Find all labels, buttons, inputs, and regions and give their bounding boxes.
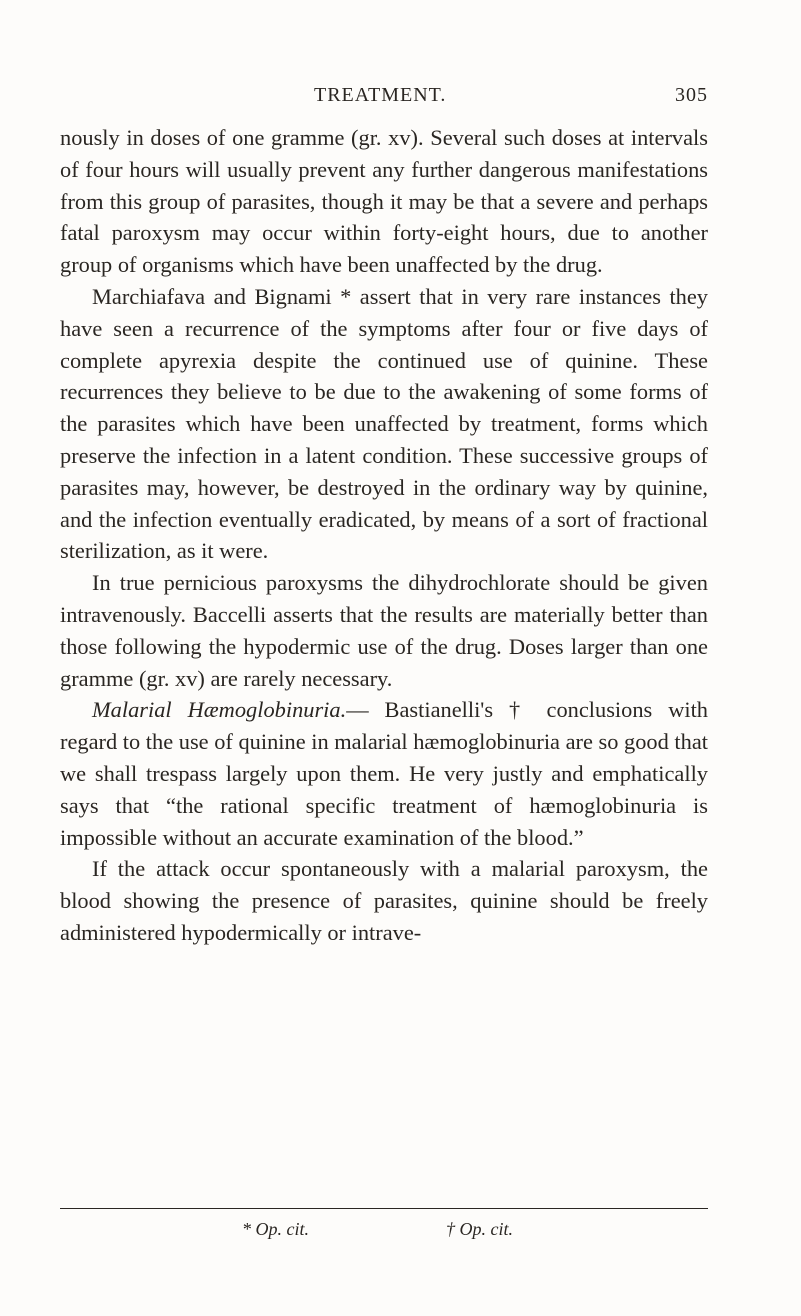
paragraph-marchiafava: Marchiafava and Bignami * assert that in very rare instances they have seen a recurrence of the symptoms after four or five days of complete apyrexia despite the continued use of quinine. These recurrences they believe to be due to the awakening of some forms of the parasites which have been unaffected by treatment, forms which preserve the infection in a latent condition. These successive groups of parasites may, however, be destroyed in the ordinary way by quinine, and the infection eventually eradicated, by means of a sort of fractional sterilization, as it were. bbox=[60, 283, 708, 564]
footnote-asterisk: * Op. cit. bbox=[242, 1219, 309, 1239]
running-title: TREATMENT. bbox=[314, 84, 447, 106]
section-heading-malarial-haemoglobinuria: Malarial Hæmoglobinuria. bbox=[92, 697, 347, 723]
footnote-dagger: † Op. cit. bbox=[446, 1219, 513, 1239]
body-text bbox=[60, 122, 708, 949]
footnotes bbox=[60, 1219, 708, 1251]
paragraph-spontaneous-attack: If the attack occur spontaneously with a malarial paroxysm, the blood showing the presence of parasites, quinine should be freely administered hypodermically or intrave- bbox=[60, 856, 708, 945]
page-header bbox=[60, 84, 708, 114]
page-number: 305 bbox=[675, 84, 708, 106]
paragraph-haemoglobinuria bbox=[60, 694, 708, 853]
paragraph-pernicious: In true pernicious paroxysms the dihydrochlorate should be given intravenously. Baccelli asserts that the results are materially better than those following the hypodermic use of the drug. Doses larger than one gramme (gr. xv) are rarely necessary. bbox=[60, 570, 708, 691]
paragraph-haemoglobinuria-text: — Bastianelli's † conclusions with regard to the use of quinine in malarial hæmoglobinuria are so good that we shall trespass largely upon them. He very justly and emphatically says that “the rational specific treatment of hæmoglobinuria is impossible without an accurate examination of the blood.” bbox=[60, 697, 708, 850]
paragraph-continuation: nously in doses of one gramme (gr. xv). Several such doses at intervals of four hours will usually prevent any further dangerous manifestations from this group of parasites, though it may be that a severe and perhaps fatal paroxysm may occur within forty-eight hours, due to another group of organisms which have been unaffected by the drug. bbox=[60, 125, 708, 278]
footnote-divider bbox=[60, 1208, 708, 1209]
